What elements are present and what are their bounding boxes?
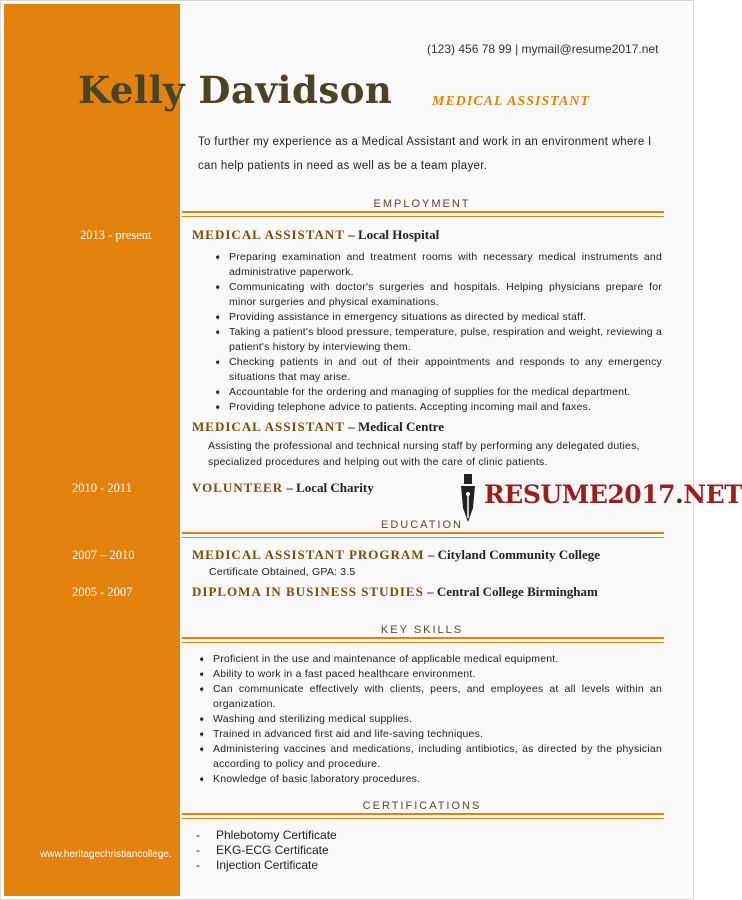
education-school: – Cityland Community College	[424, 547, 601, 562]
bullet-arrow-icon: ➧	[214, 282, 222, 292]
bullet-arrow-icon: ➧	[214, 387, 222, 397]
bullet-arrow-icon: ➧	[214, 327, 222, 337]
bullet-arrow-icon: ➧	[198, 669, 206, 679]
employment-role: MEDICAL ASSISTANT	[192, 419, 345, 434]
list-item: - Injection Certificate	[196, 858, 319, 872]
section-heading-employment: EMPLOYMENT	[373, 198, 471, 210]
sidebar	[4, 4, 180, 896]
education-date: 2005 - 2007	[72, 585, 133, 599]
education-degree: DIPLOMA IN BUSINESS STUDIES	[192, 584, 424, 599]
list-item: - Phlebotomy Certificate	[196, 828, 337, 842]
section-rule	[182, 637, 664, 643]
list-item: ➧ Trained in advanced first aid and life-saving techniques.	[198, 728, 484, 740]
bullet-arrow-icon: ➧	[198, 684, 206, 694]
list-item: ➧ Providing assistance in emergency situations as directed by medical staff.	[214, 311, 587, 323]
employment-place: – Medical Centre	[344, 419, 444, 434]
section-rule	[182, 211, 664, 217]
bullet-arrow-icon: ➧	[198, 729, 206, 739]
employment-role: MEDICAL ASSISTANT	[192, 227, 345, 242]
education-entry	[192, 584, 598, 600]
bullet-arrow-icon: ➧	[214, 402, 222, 412]
watermark: www.heritagechristiancollege.	[40, 849, 172, 860]
certifications-list	[196, 828, 337, 873]
list-item: ➧ Accountable for the ordering and managing of supplies for the medical department.	[214, 386, 631, 398]
bullet-arrow-icon: ➧	[198, 744, 206, 754]
employment-date: 2013 - present	[80, 228, 152, 242]
education-degree: MEDICAL ASSISTANT PROGRAM	[192, 547, 425, 562]
bullet-arrow-icon: ➧	[214, 357, 222, 367]
employment-place: – Local Charity	[283, 480, 374, 495]
list-item: ➧ Can communicate effectively with clients, peers, and employees at all levels within an organization.	[198, 683, 662, 710]
list-item: ➧ Proficient in the use and maintenance of applicable medical equipment.	[198, 653, 559, 665]
employment-place: – Local Hospital	[344, 227, 440, 242]
employment-entry	[192, 419, 444, 435]
employment-entry	[192, 480, 374, 496]
list-item: ➧ Taking a patient's blood pressure, temperature, pulse, respiration and weight, reviewing a patient's history by interviewing them.	[214, 326, 662, 353]
bullet-arrow-icon: ➧	[198, 714, 206, 724]
education-detail: Certificate Obtained, GPA: 3.5	[209, 566, 356, 578]
bullet-arrow-icon: ➧	[198, 774, 206, 784]
education-date: 2007 – 2010	[72, 548, 135, 562]
fountain-pen-icon	[458, 474, 478, 524]
bullet-arrow-icon: ➧	[198, 654, 206, 664]
employment-date: 2010 - 2011	[72, 481, 132, 495]
candidate-name: Kelly Davidson	[78, 68, 393, 112]
bullet-arrow-icon: ➧	[214, 312, 222, 322]
employment-description: Assisting the professional and technical nursing staff by performing any delegated duties, specialized procedures and helping out with the care of clinic patients.	[208, 440, 640, 468]
bullet-arrow-icon: ➧	[214, 252, 222, 262]
logo-text: RESUME2017.NET	[484, 480, 742, 509]
section-heading-certifications: CERTIFICATIONS	[362, 800, 482, 812]
list-item: ➧ Administering vaccines and medications, including antibiotics, as directed by the physician according to policy and procedure.	[198, 743, 662, 770]
employment-role: VOLUNTEER	[192, 480, 284, 495]
employment-duties	[212, 250, 662, 415]
section-rule	[182, 532, 664, 538]
skills-list	[196, 652, 662, 787]
list-item: ➧ Washing and sterilizing medical supplies.	[198, 713, 413, 725]
objective-statement: To further my experience as a Medical Assistant and work in an environment where I can help patients in need as well as be a team player.	[198, 136, 652, 172]
list-item: ➧ Preparing examination and treatment rooms with necessary medical instruments and administrative paperwork.	[214, 251, 662, 278]
education-school: – Central College Birmingham	[423, 584, 598, 599]
list-item: ➧ Checking patients in and out of their appointments and responds to any emergency situations that may arise.	[214, 356, 662, 383]
list-item: ➧ Communicating with doctor's surgeries and hospitals. Helping physicians prepare for minor surgeries and physical examinations.	[214, 281, 662, 308]
list-item: - EKG-ECG Certificate	[196, 843, 329, 857]
list-item: ➧ Knowledge of basic laboratory procedures.	[198, 773, 421, 785]
job-title: MEDICAL ASSISTANT	[432, 94, 590, 109]
contact-line: (123) 456 78 99 | mymail@resume2017.net	[427, 42, 659, 56]
list-item: ➧ Providing telephone advice to patients. Accepting incoming mail and faxes.	[214, 401, 592, 413]
employment-entry	[192, 227, 439, 243]
resume2017-logo	[458, 474, 742, 524]
section-heading-skills: KEY SKILLS	[380, 624, 464, 636]
list-item: ➧ Ability to work in a fast paced healthcare environment.	[198, 668, 476, 680]
section-heading-education: EDUCATION	[381, 519, 463, 531]
section-rule	[182, 813, 664, 819]
education-entry	[192, 547, 600, 563]
